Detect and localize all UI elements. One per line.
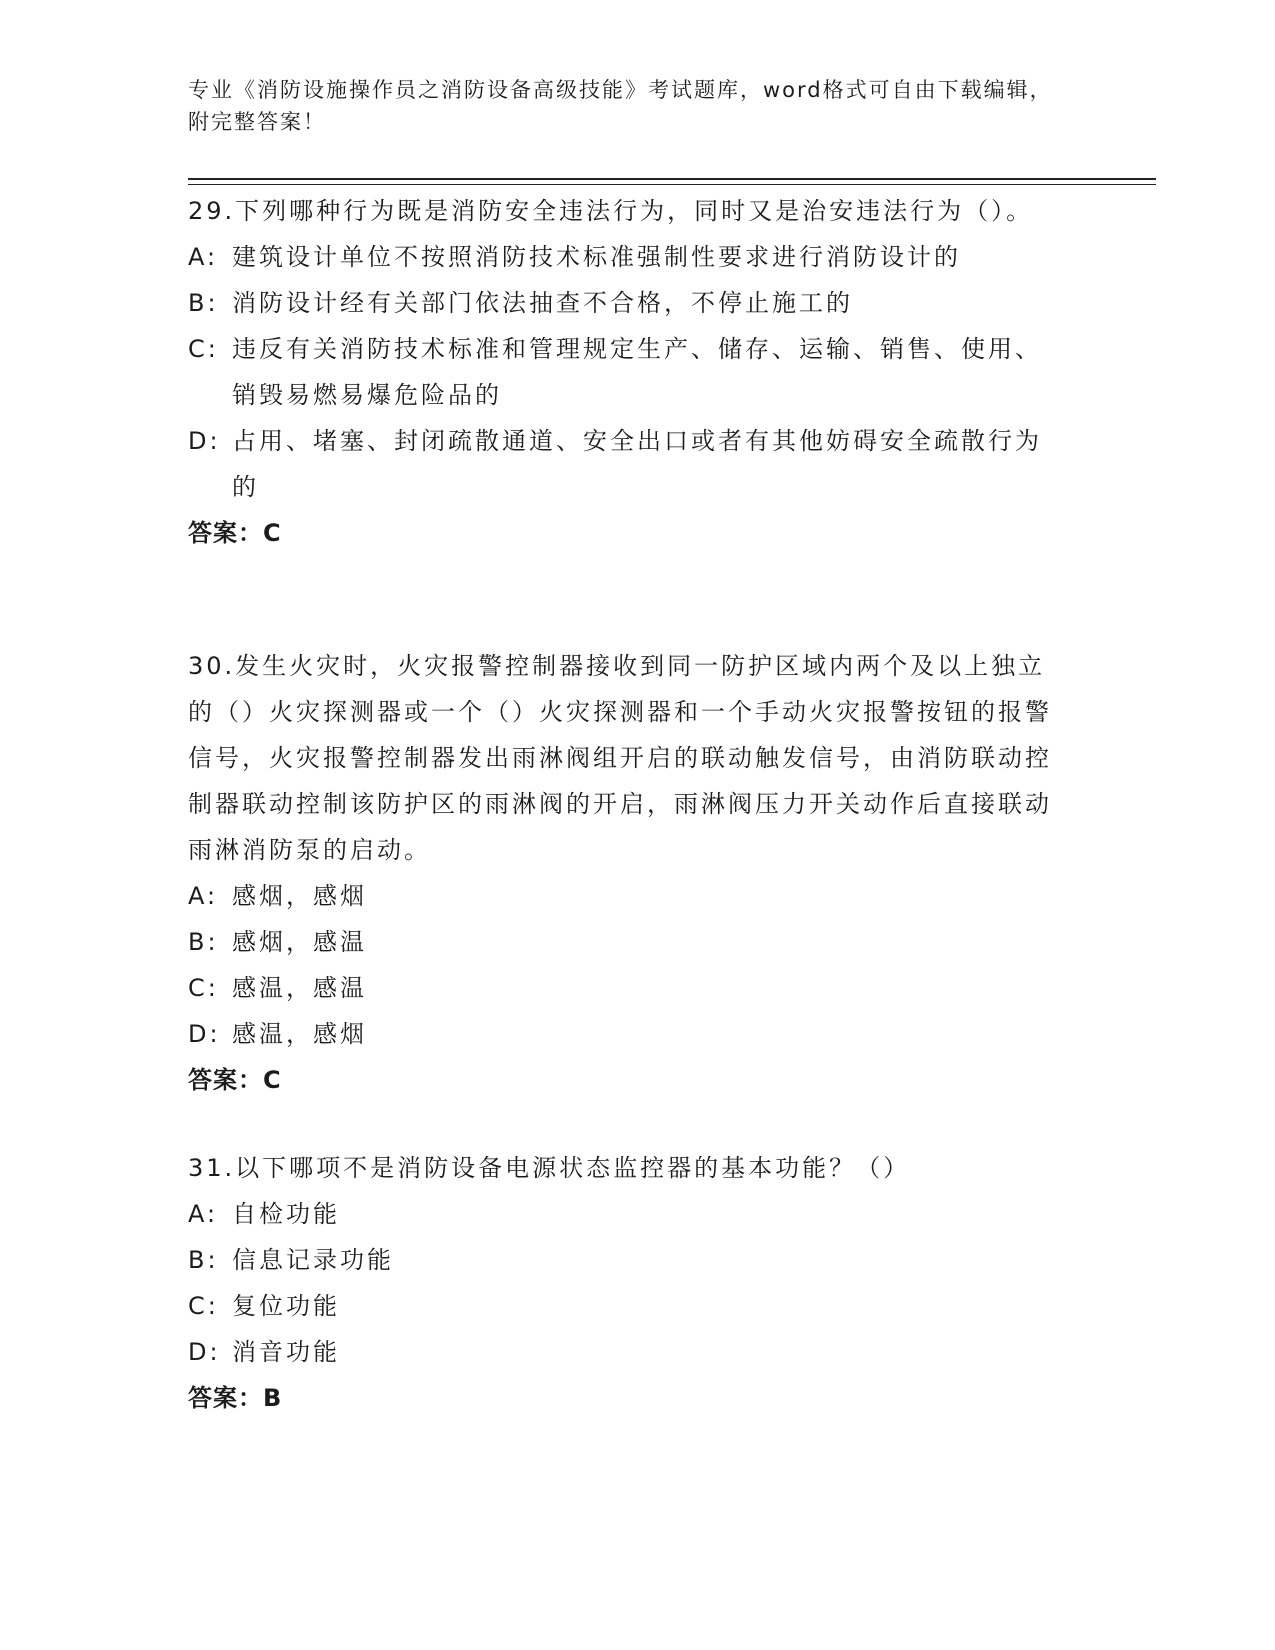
question-30 [188, 643, 1068, 1103]
option-a [188, 234, 1068, 280]
option-label: C: [188, 335, 219, 363]
option-text: 复位功能 [232, 1292, 340, 1320]
option-label: D: [188, 427, 221, 455]
option-label: A: [188, 1200, 219, 1228]
answer: 答案：C [188, 519, 282, 547]
answer: 答案：B [188, 1384, 283, 1412]
option-b [188, 280, 1068, 326]
option-text: 自检功能 [232, 1200, 340, 1228]
option-text: 感温，感温 [232, 974, 367, 1002]
option-label: B: [188, 289, 219, 317]
answer: 答案：C [188, 1066, 282, 1094]
option-label: B: [188, 928, 219, 956]
option-d [188, 418, 1068, 510]
option-text: 建筑设计单位不按照消防技术标准强制性要求进行消防设计的 [232, 243, 961, 271]
option-text: 消音功能 [232, 1338, 340, 1366]
option-text: 信息记录功能 [232, 1246, 394, 1274]
question-stem: 30.发生火灾时，火灾报警控制器接收到同一防护区域内两个及以上独立的（）火灾探测器或一个（）火灾探测器和一个手动火灾报警按钮的报警信号，火灾报警控制器发出雨淋阀组开启的联动触发信号，由消防联动控制器联动控制该防护区的雨淋阀的开启，雨淋阀压力开关动作后直接联动雨淋消防泵的启动。 [188, 652, 1052, 864]
header-divider-thick [188, 178, 1156, 180]
question-31 [188, 1145, 1068, 1421]
option-b [188, 1237, 1068, 1283]
option-c [188, 1283, 1068, 1329]
option-text: 消防设计经有关部门依法抽查不合格，不停止施工的 [232, 289, 853, 317]
option-a [188, 1191, 1068, 1237]
question-stem: 31.以下哪项不是消防设备电源状态监控器的基本功能？（） [188, 1154, 911, 1182]
option-a [188, 873, 1068, 919]
option-c [188, 965, 1068, 1011]
option-text: 违反有关消防技术标准和管理规定生产、储存、运输、销售、使用、销毁易燃易爆危险品的 [232, 335, 1042, 409]
document-header: 专业《消防设施操作员之消防设备高级技能》考试题库，word格式可自由下载编辑，附完整答案！ [188, 78, 1053, 134]
option-text: 占用、堵塞、封闭疏散通道、安全出口或者有其他妨碍安全疏散行为的 [232, 427, 1042, 501]
header-divider-thin [188, 184, 1156, 185]
option-d [188, 1011, 1068, 1057]
option-label: D: [188, 1338, 221, 1366]
question-29 [188, 188, 1068, 556]
option-text: 感温，感烟 [232, 1020, 367, 1048]
option-label: A: [188, 882, 219, 910]
option-label: D: [188, 1020, 221, 1048]
option-label: C: [188, 974, 219, 1002]
option-label: C: [188, 1292, 219, 1320]
option-text: 感烟，感温 [232, 928, 367, 956]
option-b [188, 919, 1068, 965]
option-c [188, 326, 1068, 418]
option-text: 感烟，感烟 [232, 882, 367, 910]
question-stem: 29.下列哪种行为既是消防安全违法行为，同时又是治安违法行为（）。 [188, 197, 1034, 225]
option-label: B: [188, 1246, 219, 1274]
option-d [188, 1329, 1068, 1375]
option-label: A: [188, 243, 219, 271]
